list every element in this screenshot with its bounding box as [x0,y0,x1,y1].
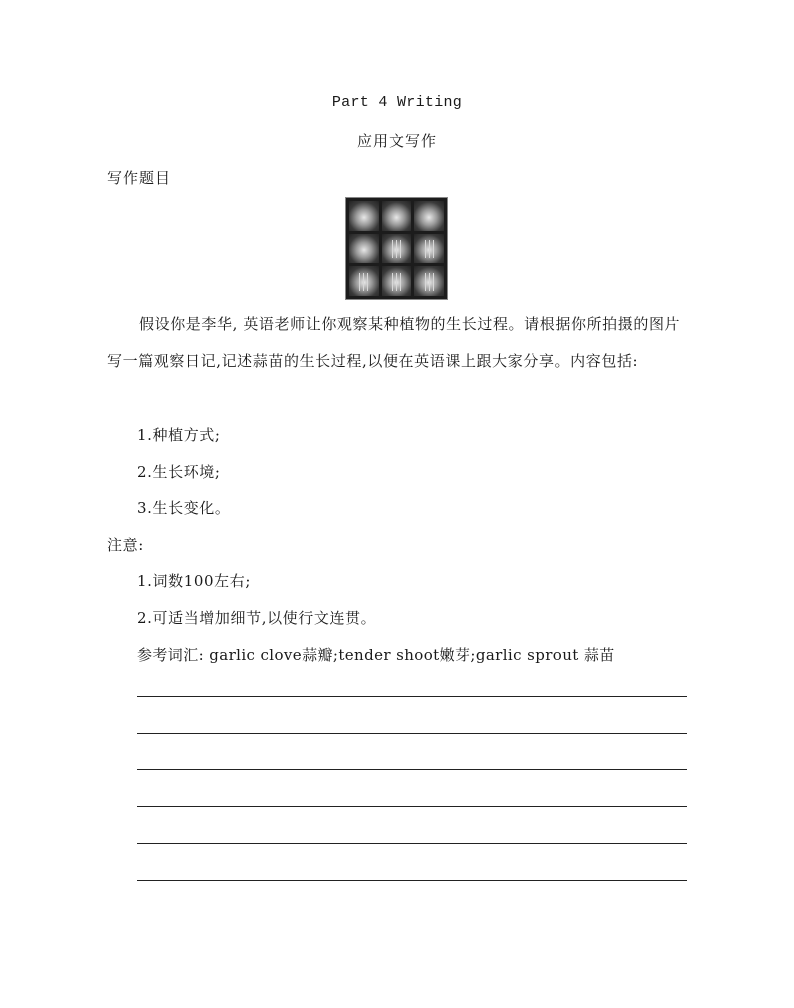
writing-prompt-label: 写作题目 [107,169,172,187]
reference-vocabulary: 参考词汇: garlic clove蒜瓣;tender shoot嫩芽;garlic sprout 蒜苗 [137,646,615,664]
notes-label: 注意: [107,536,144,554]
task-paragraph: 假设你是李华, 英语老师让你观察某种植物的生长过程。请根据你所拍摄的图片写一篇观察日记,记述蒜苗的生长过程,以便在英语课上跟大家分享。内容包括: [107,315,681,370]
answer-line[interactable] [137,733,687,734]
answer-line[interactable] [137,696,687,697]
part-title: Part 4 Writing [331,94,463,111]
note-item-1: 1.词数100左右; [137,572,251,590]
garlic-photo-stage-2 [382,201,412,231]
garlic-photo-stage-6 [414,234,444,264]
answer-line[interactable] [137,806,687,807]
garlic-photo-stage-4 [349,234,379,264]
garlic-photo-stage-9 [414,266,444,296]
garlic-photo-stage-5 [382,234,412,264]
content-item-3: 3.生长变化。 [137,499,231,517]
garlic-photo-stage-3 [414,201,444,231]
garlic-photo-stage-1 [349,201,379,231]
section-subtitle: 应用文写作 [356,132,437,150]
content-item-2: 2.生长环境; [137,463,221,481]
garlic-photo-stage-7 [349,266,379,296]
answer-line[interactable] [137,843,687,844]
note-item-2: 2.可适当增加细节,以使行文连贯。 [137,609,377,627]
answer-line[interactable] [137,769,687,770]
answer-line[interactable] [137,880,687,881]
garlic-photo-stage-8 [382,266,412,296]
content-item-1: 1.种植方式; [137,426,221,444]
garlic-growth-photo-grid [345,197,448,300]
